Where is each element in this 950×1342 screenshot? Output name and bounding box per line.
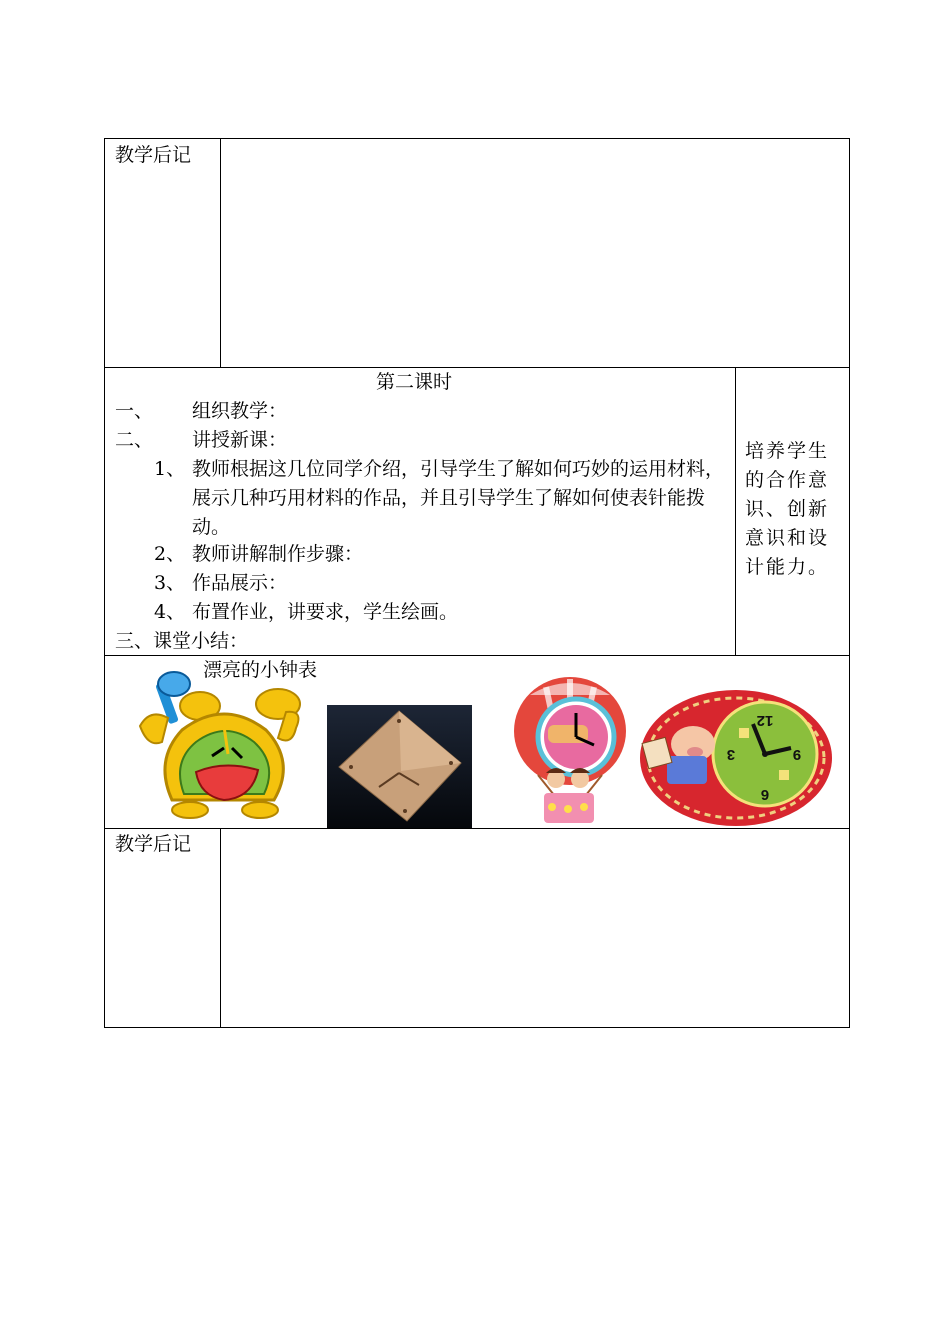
clock-numeral-3: 3 — [726, 746, 736, 763]
item-1-text: 组织教学： — [192, 400, 288, 422]
item-2-number: 二、 — [115, 429, 154, 451]
clock-numeral-6: 6 — [760, 786, 770, 803]
step-2-text: 教师讲解制作步骤： — [192, 543, 364, 565]
gallery-caption: 漂亮的小钟表 — [203, 659, 318, 681]
notes-label-bottom: 教学后记 — [115, 833, 192, 855]
item-1-number: 一、 — [115, 400, 154, 422]
step-2-number: 2、 — [154, 543, 186, 565]
step-3-number: 3、 — [154, 572, 186, 594]
notes-table-bottom — [104, 828, 850, 1028]
lesson-table-divider — [735, 367, 736, 656]
step-3-text: 作品展示： — [192, 572, 288, 594]
paper-clock-photo — [327, 705, 472, 828]
notes-table-top-divider — [220, 138, 221, 368]
pig-wall-clock-image — [639, 688, 834, 828]
step-1-text: 教师根据这几位同学介绍，引导学生了解如何巧妙的运用材料，展示几种巧用材料的作品，并且引导学生了解如何使表针能拨动。 — [192, 458, 725, 538]
summary-line: 三、课堂小结： — [115, 630, 249, 652]
notes-table-bottom-divider — [220, 828, 221, 1028]
notes-table-top — [104, 138, 850, 368]
step-1-number: 1、 — [154, 458, 186, 480]
notes-label-top: 教学后记 — [115, 144, 192, 166]
clock-numeral-9: 9 — [792, 746, 802, 763]
step-4-number: 4、 — [154, 601, 186, 623]
item-2-text: 讲授新课： — [192, 429, 288, 451]
clock-numeral-12: 12 — [756, 712, 774, 729]
hot-air-balloon-clock-image — [510, 675, 630, 828]
lesson-title: 第二课时 — [376, 371, 453, 393]
side-notes: 培养学生的合作意识、创新意识和设计能力。 — [745, 440, 830, 578]
step-4-text: 布置作业，讲要求，学生绘画。 — [192, 601, 459, 623]
cartoon-alarm-clock-image — [128, 668, 308, 826]
